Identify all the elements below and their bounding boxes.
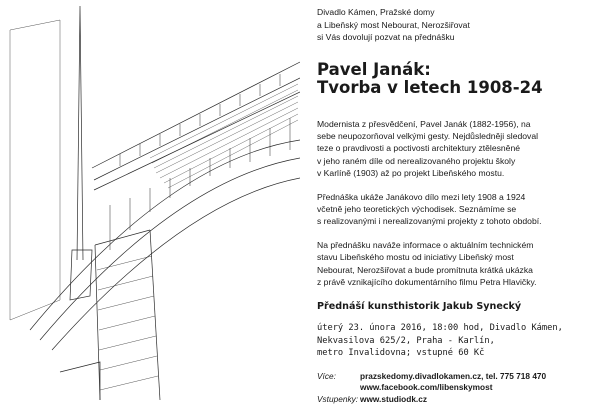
invitation-text — [317, 6, 597, 405]
lecture-title — [317, 61, 597, 98]
description-paragraph-3 — [317, 239, 597, 289]
organizer-line: si Vás dovolují pozvat na přednášku — [317, 32, 455, 42]
description-paragraph-2 — [317, 191, 597, 228]
text-line: Na přednášku naváže informace o aktuálním technickém — [317, 239, 534, 250]
text-line: teze o pravdivosti a poctivosti architektury ztělesněné — [317, 143, 521, 154]
speaker-line: Přednáší kunsthistorik Jakub Synecký — [317, 301, 522, 313]
facebook-link[interactable]: www.facebook.com/libenskymost — [360, 382, 493, 393]
text-line: v jeho raném díle od nerealizovaného projektu školy — [317, 155, 516, 166]
organizer-line: a Libeňský most Nebourat, Nerozšiřovat — [317, 19, 470, 30]
event-details — [317, 322, 597, 360]
tickets-label: Vstupenky: — [317, 393, 359, 404]
lecturer-subject-name: Pavel Janák: — [317, 59, 431, 79]
text-line: z právě vznikajícího dokumentárního filmu Petra Hlavičky. — [317, 276, 537, 287]
event-metro-price: metro Invalidovna; vstupné 60 Kč — [317, 348, 485, 359]
event-date-venue: úterý 23. února 2016, 18:00 hod, Divadlo Kámen, — [317, 323, 563, 334]
organizer-line: Divadlo Kámen, Pražské domy — [317, 7, 435, 17]
text-line: sebe neupozorňoval velkými gesty. Nejdůsledněji sledoval — [317, 130, 539, 141]
text-line: v Karlíně (1903) až po projekt Libeňského mostu. — [317, 168, 505, 179]
text-line: Nebourat, Nerozšiřovat a bude promítnuta krátká ukázka — [317, 264, 533, 275]
more-info-link[interactable]: prazskedomy.divadlokamen.cz, tel. 775 718 470 — [360, 370, 547, 381]
text-line: s realizovanými i nerealizovanými projekty z tohoto období. — [317, 216, 542, 227]
more-info-label: Více: — [317, 370, 336, 381]
text-line: Přednáška ukáže Janákovo dílo mezi lety 1908 a 1924 — [317, 191, 526, 202]
tickets-link[interactable]: www.studiodk.cz — [360, 393, 427, 404]
text-line: Modernista z přesvědčení, Pavel Janák (1882-1956), na — [317, 118, 531, 129]
description-paragraph-1 — [317, 118, 597, 180]
text-line: stavu Libeňského mostu od iniciativy Libeňský most — [317, 252, 514, 263]
bridge-sketch — [0, 0, 300, 400]
lecture-subtitle: Tvorba v letech 1908-24 — [317, 78, 543, 97]
text-line: včetně jeho teoretických východisek. Seznámíme se — [317, 203, 517, 214]
event-address: Nekvasilova 625/2, Praha - Karlín, — [317, 335, 495, 346]
